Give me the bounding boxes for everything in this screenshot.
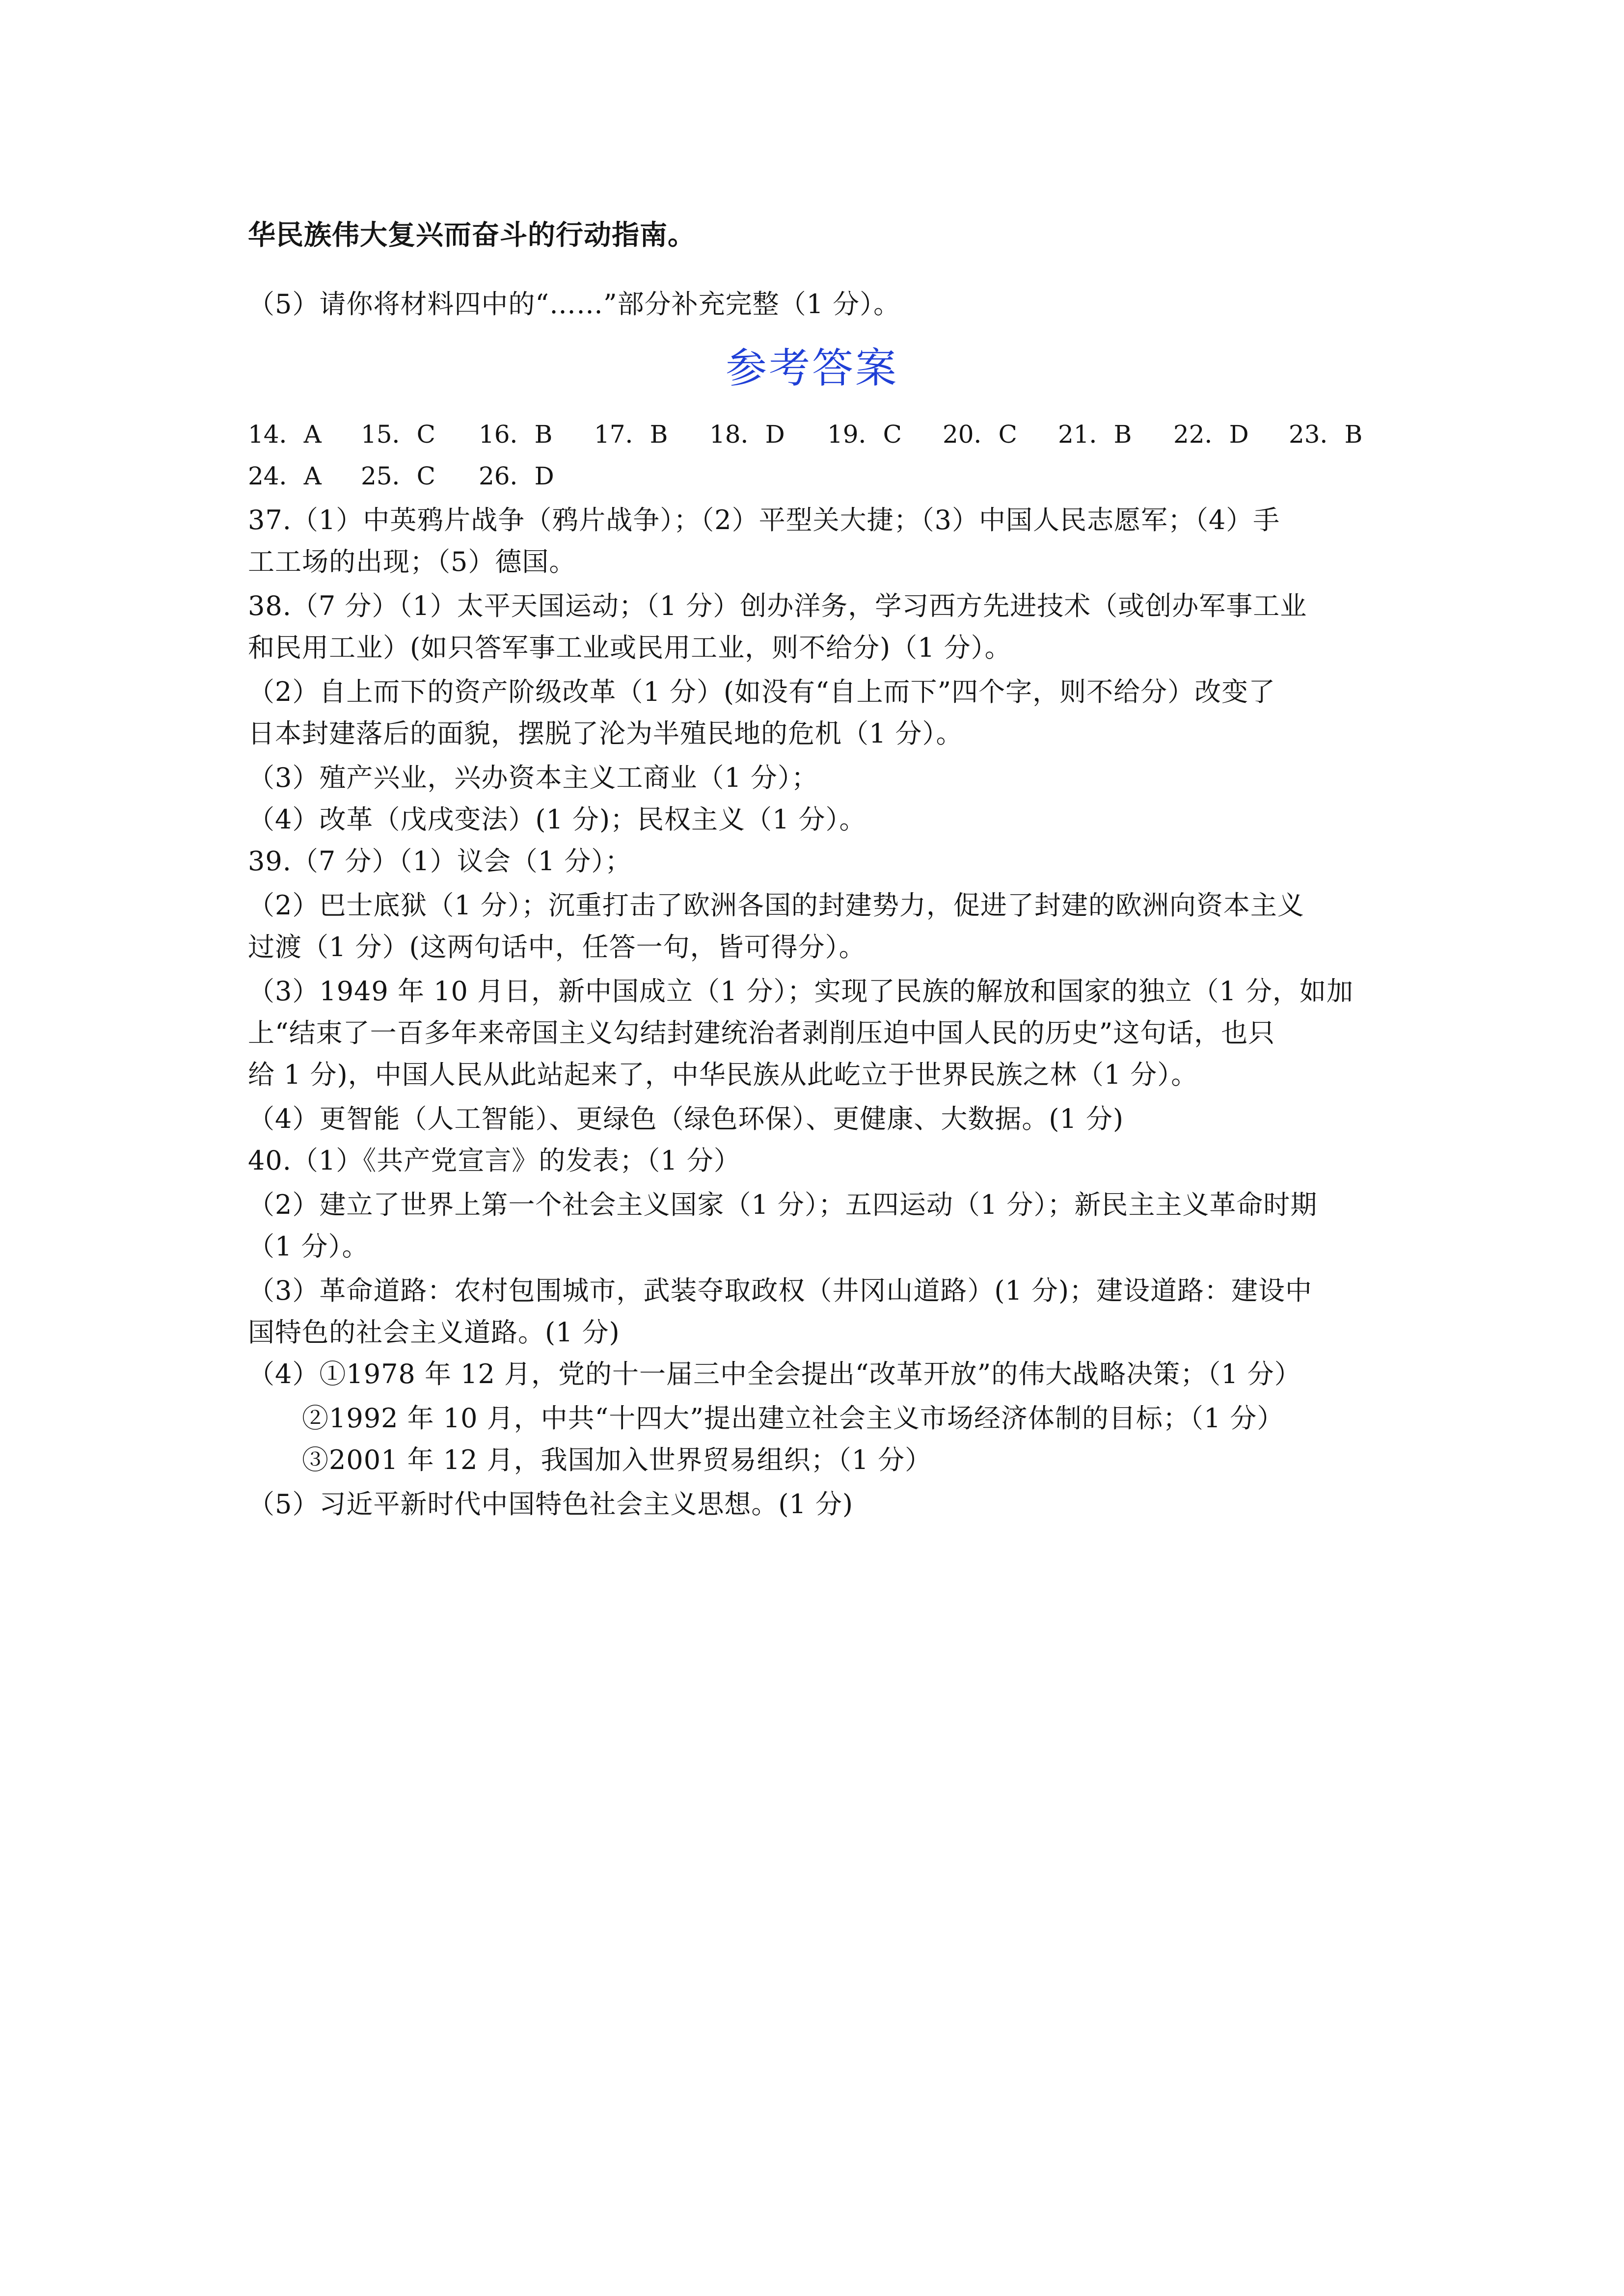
answer-line: （1 分）。 <box>248 1231 369 1262</box>
answer-line: （4）改革（戊戌变法）(1 分)；民权主义（1 分）。 <box>248 804 866 835</box>
answer-line: （3）1949 年 10 月日，新中国成立（1 分）；实现了民族的解放和国家的独立（1 分，如加 <box>248 976 1354 1007</box>
answer-line: ②1992 年 10 月，中共“十四大”提出建立社会主义市场经济体制的目标；（1 分） <box>302 1403 1284 1434</box>
answer-line: 国特色的社会主义道路。(1 分) <box>248 1317 620 1348</box>
answer-line: （4）①1978 年 12 月，党的十一届三中全会提出“改革开放”的伟大战略决策；（1 分） <box>248 1359 1301 1389</box>
answer-line: （5）习近平新时代中国特色社会主义思想。(1 分) <box>248 1489 854 1520</box>
answer-line: 37.（1）中英鸦片战争（鸦片战争）；（2）平型关大捷；（3）中国人民志愿军；（4）手 <box>248 505 1280 535</box>
mc-answer: 18．D <box>709 420 785 449</box>
answer-line: 工工场的出现；（5）德国。 <box>248 546 576 577</box>
answer-line: 38.（7 分）（1）太平天国运动；（1 分）创办洋务，学习西方先进技术（或创办军事工业 <box>248 590 1307 621</box>
mc-answer: 22．D <box>1173 420 1249 449</box>
answer-line: 过渡（1 分）(这两句话中，任答一句，皆可得分）。 <box>248 932 866 962</box>
answer-line: 40.（1）《共产党宣言》的发表；（1 分） <box>248 1145 741 1176</box>
answer-line: ③2001 年 12 月，我国加入世界贸易组织；（1 分） <box>302 1444 932 1475</box>
answer-line: （2）自上而下的资产阶级改革（1 分）(如没有“自上而下”四个字，则不给分）改变了 <box>248 676 1276 707</box>
mc-answer: 14．A <box>248 420 322 449</box>
answer-line: 39.（7 分）（1）议会（1 分）； <box>248 846 632 877</box>
answer-line: （4）更智能（人工智能）、更绿色（绿色环保）、更健康、大数据。(1 分) <box>248 1103 1124 1134</box>
answer-line: 和民用工业）(如只答军事工业或民用工业，则不给分)（1 分）。 <box>248 632 1012 663</box>
mc-answer: 20．C <box>943 420 1017 449</box>
continuation-text: 华民族伟大复兴而奋斗的行动指南。 <box>248 219 696 251</box>
mc-answer: 25．C <box>361 462 435 490</box>
answer-line: （2）建立了世界上第一个社会主义国家（1 分）；五四运动（1 分）；新民主主义革命时期 <box>248 1189 1318 1220</box>
mc-answers-row-2 <box>248 456 690 496</box>
answer-line: 日本封建落后的面貌，摆脱了沦为半殖民地的危机（1 分）。 <box>248 718 963 749</box>
mc-answer: 17．B <box>594 420 668 449</box>
mc-answer: 15．C <box>361 420 435 449</box>
mc-answers-row-1 <box>248 415 1377 454</box>
answer-line: （2）巴士底狱（1 分）；沉重打击了欧洲各国的封建势力，促进了封建的欧洲向资本主义 <box>248 890 1304 921</box>
question-5: （5）请你将材料四中的“……”部分补充完整（1 分）。 <box>248 289 901 320</box>
mc-answer: 26．D <box>479 462 554 490</box>
mc-answer: 21．B <box>1058 420 1132 449</box>
mc-answer: 23．B <box>1289 420 1363 449</box>
answer-line: 上“结束了一百多年来帝国主义勾结封建统治者剥削压迫中国人民的历史”这句话，也只 <box>248 1017 1275 1048</box>
mc-answer: 16．B <box>479 420 553 449</box>
answer-title: 参考答案 <box>725 344 898 392</box>
mc-answer: 24．A <box>248 462 322 490</box>
answer-line: （3）殖产兴业，兴办资本主义工商业（1 分）； <box>248 762 818 793</box>
answer-line: 给 1 分)，中国人民从此站起来了，中华民族从此屹立于世界民族之林（1 分）。 <box>248 1059 1198 1090</box>
mc-answer: 19．C <box>827 420 902 449</box>
answer-line: （3）革命道路：农村包围城市，武装夺取政权（井冈山道路）(1 分)；建设道路：建设中 <box>248 1275 1313 1306</box>
